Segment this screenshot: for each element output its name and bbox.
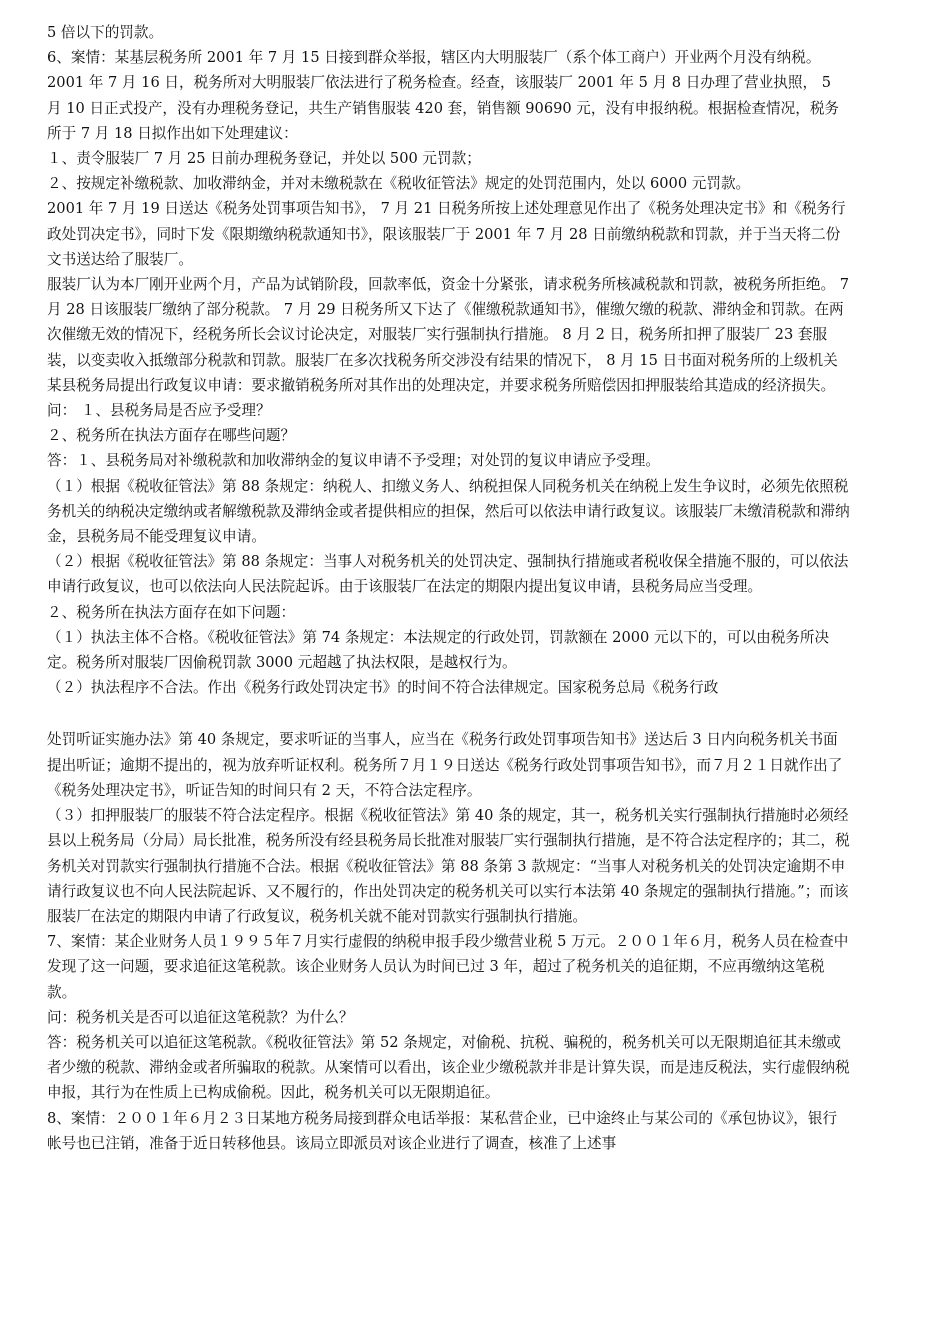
answer-2-point-3: （３）扣押服装厂的服装不符合法定程序。根据《税收征管法》第 40 条的规定，其一，税务机关实行强制执行措施时必须经县以上税务局（分局）局长批准，税务所没有经县税务局长批准对服装厂实行强制执行措施，是不符合法定程序的；其二，税务机关对罚款实行强制执行措施不合法。根据《税收征管法》第 88 条第 3 款规定：“当事人对税务机关的处罚决定逾期不申请行政复议也不向人民法院起诉、又不履行的，作出处罚决定的税务机关可以实行本法第 40 条规定的强制执行措施。”；而该服装厂在法定的期限内申请了行政复议，税务机关就不能对罚款实行强制执行措施。 <box>47 807 850 925</box>
case-7-paragraph: 7、案情：某企业财务人员１９９５年７月实行虚假的纳税申报手段少缴营业税 5 万元。２００１年６月，税务人员在检查中发现了这一问题，要求追征这笔税款。该企业财务人员认为时间已过 3 年，超过了税务机关的追征期，不应再缴纳这笔税款。 <box>47 933 849 1001</box>
answer-1-point-2: （２）根据《税收征管法》第 88 条规定：当事人对税务机关的处罚决定、强制执行措施或者税收保全措施不服的，可以依法申请行政复议，也可以依法向人民法院起诉。由于该服装厂在法定的期限内提出复议申请，县税务局应当受理。 <box>47 553 849 596</box>
case-6-dispute-paragraph: 服装厂认为本厂刚开业两个月，产品为试销阶段，回款率低，资金十分紧张，请求税务所核减税款和罚款，被税务所拒绝。 7 月 28 日该服装厂缴纳了部分税款。 7 月 29 日税务所又下达了《催缴税款通知书》，催缴欠缴的税款、滞纳金和罚款。在两次催缴无效的情况下，经税务所长会议讨论决定，对服装厂实行强制执行措施。 8 月 2 日，税务所扣押了服装厂 23 套服装，以变卖收入抵缴部分税款和罚款。服装厂在多次找税务所交涉没有结果的情况下， 8 月 15 日书面对税务所的上级机关某县税务局提出行政复议申请：要求撤销税务所对其作出的处理决定，并要求税务所赔偿因扣押服装给其造成的经济损失。 <box>47 276 849 394</box>
case-8-paragraph: 8、案情：２００１年６月２３日某地方税务局接到群众电话举报：某私营企业，已中途终止与某公司的《承包协议》，银行帐号也已注销，准备于近日转移他县。该局立即派员对该企业进行了调查，核准了上述事 <box>47 1109 838 1152</box>
page-break-gap <box>47 700 850 727</box>
case-7-answer: 答：税务机关可以追征这笔税款。《税收征管法》第 52 条规定，对偷税、抗税、骗税的，税务机关可以无限期追征其未缴或者少缴的税款、滞纳金或者所骗取的税款。从案情可以看出，该企业少缴税款并非是计算失误，而是违反税法，实行虚假纳税申报，其行为在性质上已构成偷税。因此，税务机关可以无限期追征。 <box>47 1033 850 1102</box>
case-6-documents-paragraph: 2001 年 7 月 19 日送达《税务处罚事项告知书》， 7 月 21 日税务所按上述处理意见作出了《税务处理决定书》和《税务行政处罚决定书》，同时下发《限期缴纳税款通知书》，限该服装厂于 2001 年 7 月 28 日前缴纳税款和罚款，并于当天将二份文书送达给了服装厂。 <box>47 200 846 268</box>
case-6-inspection-paragraph: 2001 年 7 月 16 日，税务所对大明服装厂依法进行了税务检查。经查，该服装厂 2001 年 5 月 8 日办理了营业执照， 5 月 10 日正式投产，没有办理税务登记，共生产销售服装 420 套，销售额 90690 元，没有申报纳税。根据检查情况，税务所于 7 月 18 日拟作出如下处理建议： <box>47 74 840 142</box>
question-1: 问： １、县税务局是否应予受理？ <box>47 402 271 420</box>
answer-2-point-2-continued: 处罚听证实施办法》第 40 条规定，要求听证的当事人，应当在《税务行政处罚事项告知书》送达后 3 日内向税务机关书面提出听证；逾期不提出的，视为放弃听证权利。税务所７月１９日送达《税务行政处罚事项告知书》，而７月２１日就作出了《税务处理决定书》，听证告知的时间只有 2 天，不符合法定程序。 <box>47 731 843 799</box>
proposal-item-2: ２、按规定补缴税款、加收滞纳金，并对未缴税款在《税收征管法》规定的处罚范围内，处以 6000 元罚款。 <box>47 175 751 193</box>
case-7-question: 问：税务机关是否可以追征这笔税款？为什么？ <box>47 1008 354 1026</box>
question-2: ２、税务所在执法方面存在哪些问题？ <box>47 427 296 445</box>
text-line: 5 倍以下的罚款。 <box>47 24 164 41</box>
case-6-paragraph: 6、案情：某基层税务所 2001 年 7 月 15 日接到群众举报，辖区内大明服装厂（系个体工商户）开业两个月没有纳税。 <box>47 49 821 67</box>
proposal-item-1: １、责令服装厂 7 月 25 日前办理税务登记，并处以 500 元罚款； <box>47 150 481 168</box>
answer-1-point-1: （１）根据《税收征管法》第 88 条规定：纳税人、扣缴义务人、纳税担保人同税务机关在纳税上发生争议时，必须先依照税务机关的纳税决定缴纳或者解缴税款及滞纳金或者提供相应的担保，然后可以依法申请行政复议。该服装厂未缴清税款和滞纳金，县税务局不能受理复议申请。 <box>47 477 850 546</box>
answer-2-point-1: （１）执法主体不合格。《税收征管法》第 74 条规定：本法规定的行政处罚，罚款额在 2000 元以下的，可以由税务所决定。税务所对服装厂因偷税罚款 3000 元超越了执法权限，是越权行为。 <box>47 628 830 672</box>
answer-1-heading: 答：１、县税务局对补缴税款和加收滞纳金的复议申请不予受理；对处罚的复议申请应予受理。 <box>47 452 660 470</box>
answer-2-heading: ２、税务所在执法方面存在如下问题： <box>47 603 296 621</box>
answer-2-point-2: （２）执法程序不合法。作出《税务行政处罚决定书》的时间不符合法律规定。国家税务总局《税务行政 <box>47 679 719 697</box>
